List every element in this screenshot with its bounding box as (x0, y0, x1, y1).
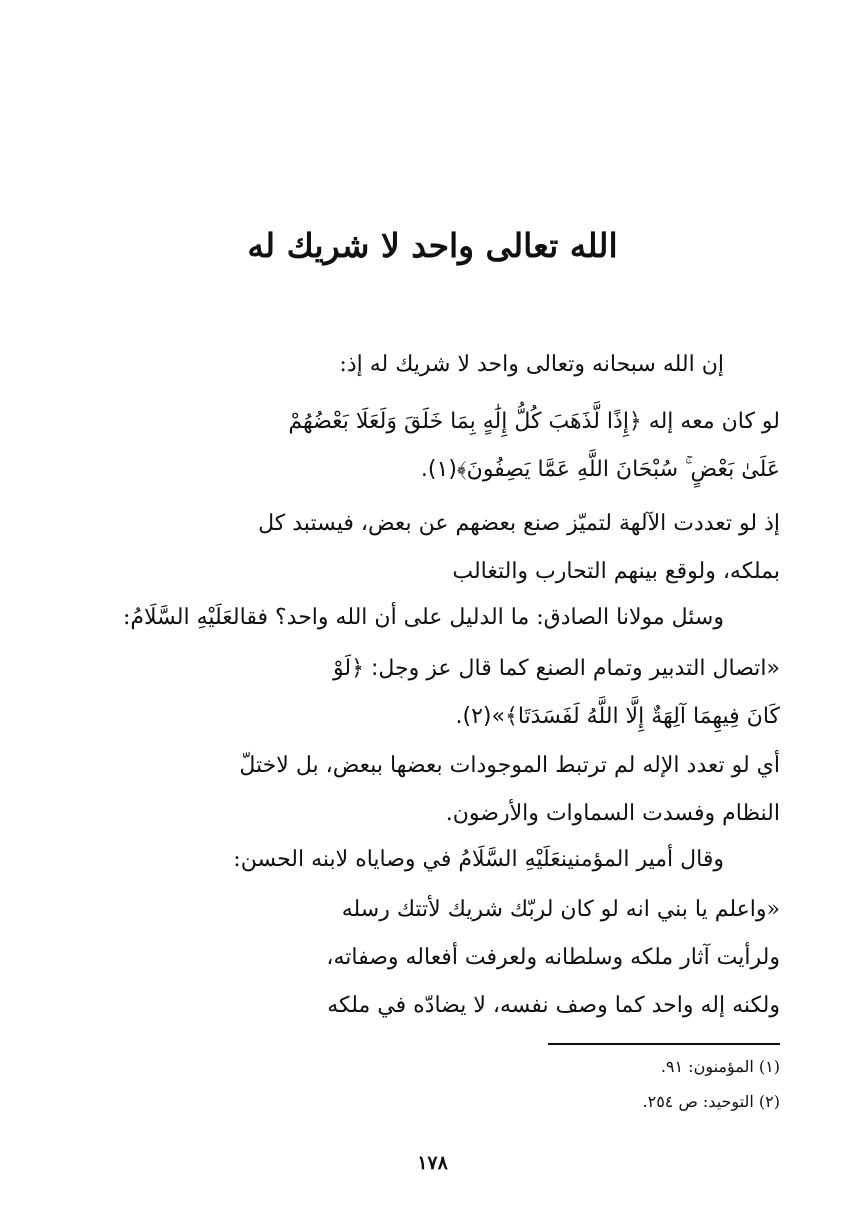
paragraph-explanation (80, 500, 780, 596)
explanation-line-2: بملكه، ولوقع بينهم التحارب والتغالب (452, 559, 780, 584)
verse-line-2: عَلَىٰ بَعْضٍ ۚ سُبْحَانَ اللَّهِ عَمَّا يَصِفُونَ﴾(١). (420, 457, 780, 482)
verse-line-1: لو كان معه إله ﴿إِذًا لَّذَهَبَ كُلُّ إِلَٰهٍ بِمَا خَلَقَ وَلَعَلَا بَعْضُهُمْ (288, 409, 780, 434)
paragraph-question (84, 594, 724, 642)
explanation-line-1: إذ لو تعددت الآلهة لتميّز صنع بعضهم عن بعض، فيستبد كل (258, 511, 780, 536)
will-line-1: «واعلم يا بني انه لو كان لربّك شريك لأتتك رسله (341, 897, 780, 922)
page-title: الله تعالى واحد لا شريك له (247, 226, 618, 265)
commentary-line-2: النظام وفسدت السماوات والأرضون. (445, 801, 780, 826)
footnote-divider (548, 1043, 780, 1045)
answer-line-1: «اتصال التدبير وتمام الصنع كما قال عز وجل: ﴿لَوْ (333, 656, 780, 681)
paragraph-intro (84, 341, 724, 389)
footnote-2: (٢) التوحيد: ص ٢٥٤. (642, 1092, 780, 1111)
will-line-3: ولكنه إله واحد كما وصف نفسه، لا يضادّه في ملكه (327, 993, 780, 1018)
page-number: ١٧٨ (417, 1152, 448, 1174)
footnote-1: (١) المؤمنون: ٩١. (660, 1057, 780, 1076)
question-line: وسئل مولانا الصادق: ما الدليل على أن الله واحد؟ فقالعَلَيْهِ السَّلَامُ: (123, 605, 724, 630)
paragraph-will-quote (80, 886, 780, 1030)
answer-line-2: كَانَ فِيهِمَا آلِهَةٌ إِلَّا اللَّهُ لَفَسَدَتَا﴾»(٢). (455, 704, 780, 729)
paragraph-verse-quote (80, 398, 780, 494)
paragraph-attribution (84, 836, 724, 884)
will-line-2: ولرأيت آثار ملكه وسلطانه ولعرفت أفعاله وصفاته، (326, 945, 780, 970)
intro-line: إن الله سبحانه وتعالى واحد لا شريك له إذ: (339, 352, 724, 377)
paragraph-commentary (80, 742, 780, 838)
attribution-line: وقال أمير المؤمنينعَلَيْهِ السَّلَامُ في وصاياه لابنه الحسن: (233, 847, 724, 872)
paragraph-answer (80, 645, 780, 741)
commentary-line-1: أي لو تعدد الإله لم ترتبط الموجودات بعضها ببعض، بل لاختلّ (239, 753, 780, 778)
